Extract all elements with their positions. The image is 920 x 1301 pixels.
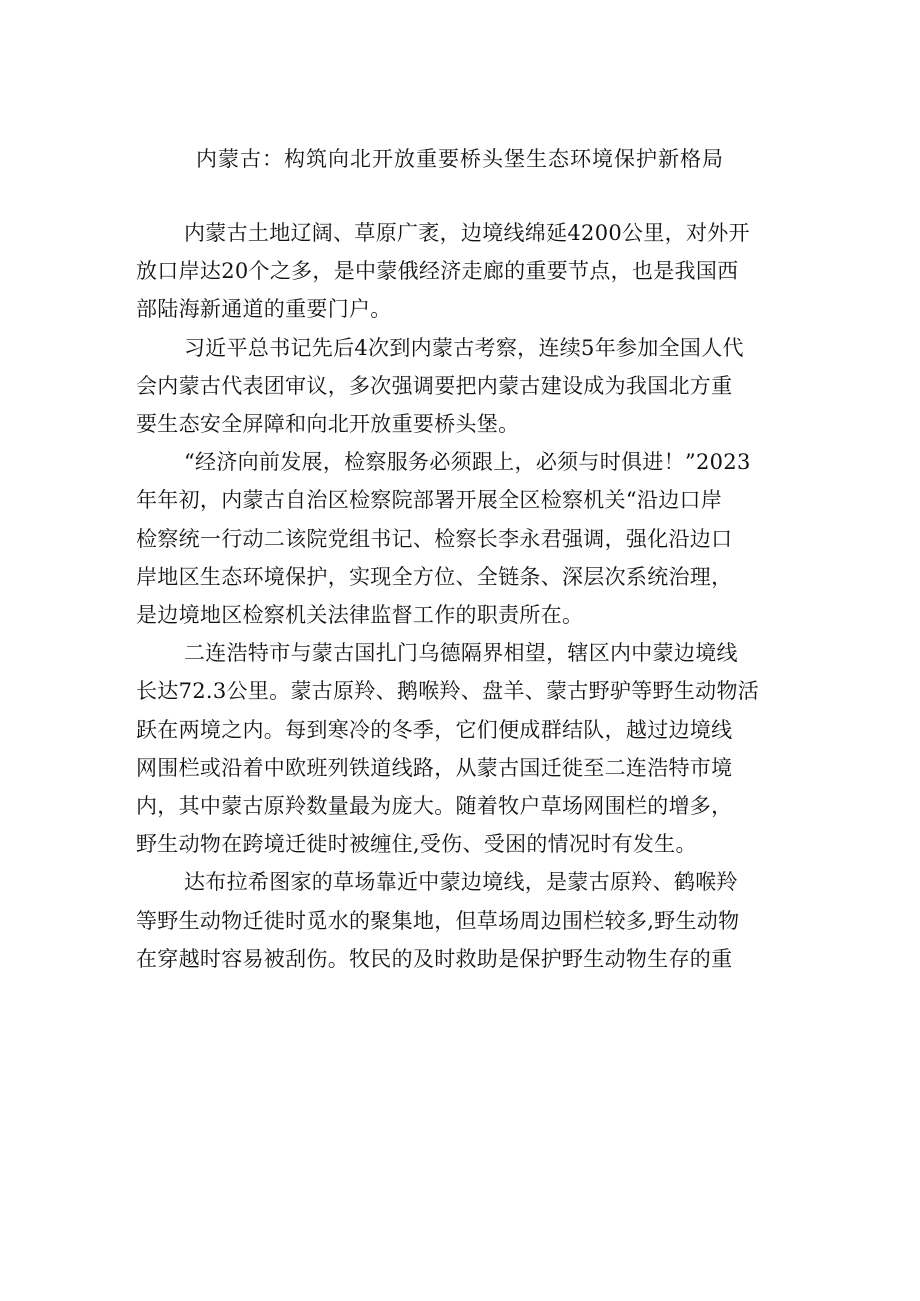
- text-line: 等野生动物迁徙时觅水的聚集地，但草场周边围栏较多,野生动物: [136, 908, 740, 933]
- text-line: 年年初，内蒙古自治区检察院部署开展全区检察机关“沿边口岸: [136, 488, 723, 513]
- paragraph-3: [136, 443, 796, 634]
- paragraph-1: [136, 214, 796, 329]
- text-line: 部陆海新通道的重要门户。: [136, 297, 392, 322]
- text-line: 网围栏或沿着中欧班列铁道线路，从蒙古国迁徙至二连浩特市境: [136, 755, 733, 780]
- text-line: 跃在两境之内。每到寒冷的冬季，它们便成群结队，越过边境线: [136, 717, 733, 742]
- text-line: 检察统一行动二该院党组书记、检察长李永君强调，强化沿边口: [136, 526, 733, 551]
- text-line: 长达72.3公里。蒙古原羚、鹅喉羚、盘羊、蒙古野驴等野生动物活: [136, 679, 760, 704]
- document-body: [136, 214, 796, 978]
- paragraph-5: [136, 863, 796, 978]
- text-line: 习近平总书记先后4次到内蒙古考察，连续5年参加全国人代: [184, 335, 744, 360]
- paragraph-4: [136, 634, 796, 863]
- text-line: 放口岸达20个之多，是中蒙俄经济走廊的重要节点，也是我国西: [136, 259, 739, 284]
- text-line: 达布拉希图家的草场靠近中蒙边境线，是蒙古原羚、鹤喉羚: [184, 870, 738, 895]
- text-line: 野生动物在跨境迁徙时被缠住,受伤、受困的情况时有发生。: [136, 832, 697, 857]
- text-line: 内，其中蒙古原羚数量最为庞大。随着牧户草场网围栏的增多，: [136, 794, 733, 819]
- document-title: 内蒙古：构筑向北开放重要桥头堡生态环境保护新格局: [196, 147, 724, 171]
- text-line: 在穿越时容易被刮伤。牧民的及时救助是保护野生动物生存的重: [136, 946, 733, 971]
- text-line: 是边境地区检察机关法律监督工作的职责所在。: [136, 603, 584, 628]
- text-line: 要生态安全屏障和向北开放重要桥头堡。: [136, 412, 520, 437]
- paragraph-2: [136, 329, 796, 444]
- text-line: 会内蒙古代表团审议，多次强调要把内蒙古建设成为我国北方重: [136, 373, 733, 398]
- text-line: 岸地区生态环境保护，实现全方位、全链条、深层次系统治理，: [136, 564, 733, 589]
- text-line: 内蒙古土地辽阔、草原广袤，边境线绵延4200公里，对外开: [184, 221, 750, 245]
- text-line: 二连浩特市与蒙古国扎门乌德隔界相望，辖区内中蒙边境线: [184, 641, 738, 666]
- text-line: “经济向前发展，检察服务必须跟上，必须与时俱进！”2023: [184, 450, 751, 475]
